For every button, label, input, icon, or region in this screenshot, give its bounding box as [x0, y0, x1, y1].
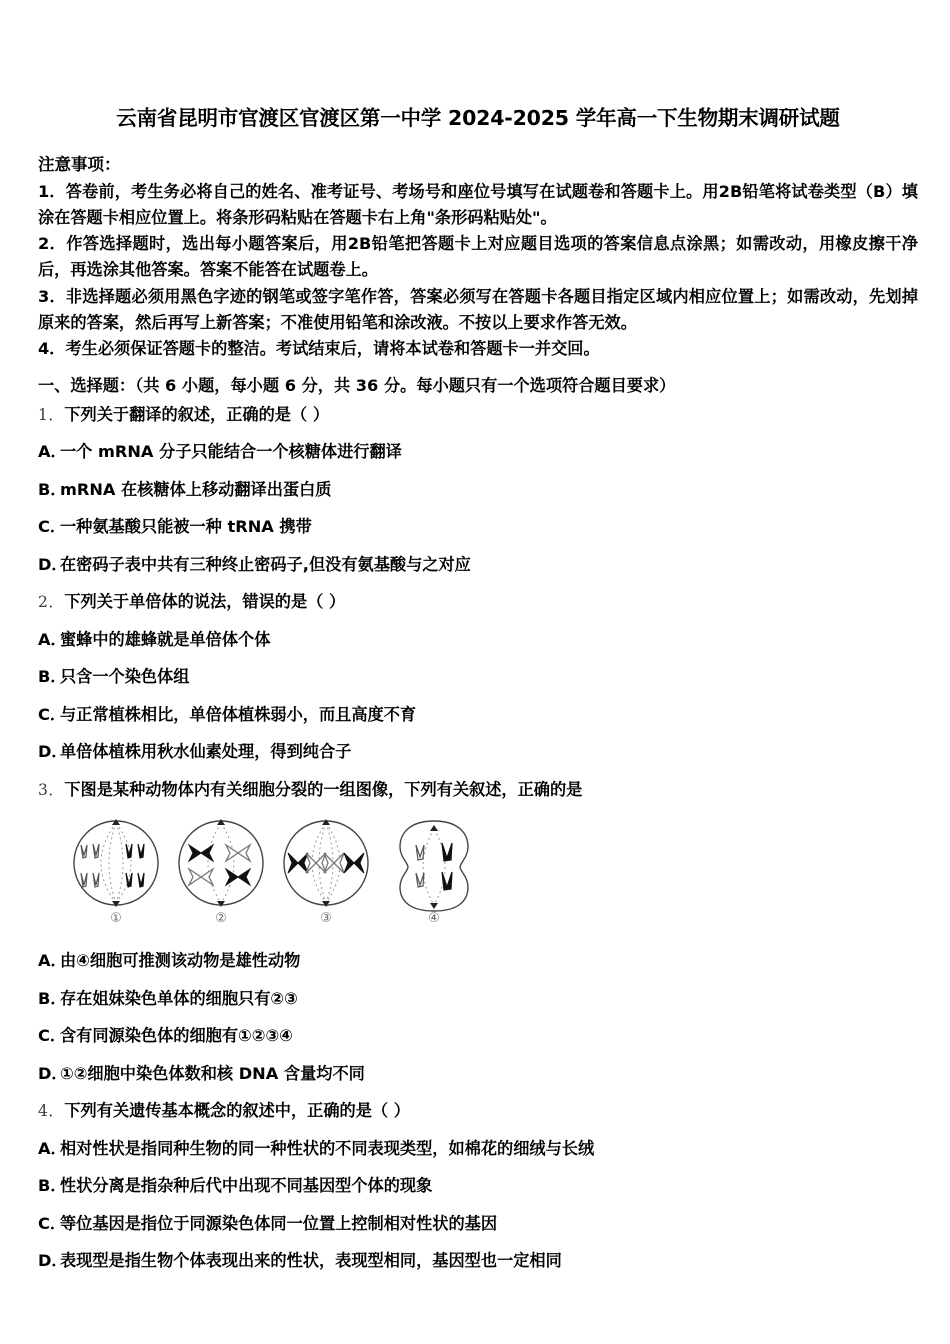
cell-diagram-2-icon — [171, 815, 271, 915]
question-2-text: 下列关于单倍体的说法，错误的是（ ） — [64, 592, 346, 612]
question-3-stem — [38, 778, 928, 801]
question-1-option-a[interactable] — [38, 440, 928, 463]
question-2-number: 2． — [38, 593, 65, 612]
question-1-number: 1． — [38, 406, 65, 424]
option-text: 由④细胞可推测该动物是雄性动物 — [60, 951, 301, 971]
notice-item-3: 3．非选择题必须用黑色字迹的钢笔或签字笔作答，答案必须写在答题卡各题目指定区域内相应位置上；如需改动，先划掉原来的答案，然后再写上新答案；不准使用铅笔和涂改液。不按以上要求作答无效。 — [38, 286, 918, 332]
option-letter: D． — [38, 554, 68, 574]
question-3-option-b[interactable] — [38, 987, 928, 1010]
option-letter: C． — [38, 704, 67, 724]
notice-heading: 注意事项： — [38, 155, 121, 174]
notice-item-1: 1．答卷前，考生务必将自己的姓名、准考证号、考场号和座位号填写在试题卷和答题卡上。用2B铅笔将试卷类型（B）填涂在答题卡相应位置上。将条形码粘贴在答题卡右上角"条形码粘贴处"。 — [38, 181, 918, 227]
option-text: 性状分离是指杂种后代中出现不同基因型个体的现象 — [60, 1176, 433, 1196]
question-4-option-c[interactable] — [38, 1212, 928, 1235]
option-text: 含有同源染色体的细胞有①②③④ — [60, 1026, 293, 1046]
question-2 — [38, 590, 928, 763]
question-4-stem — [38, 1099, 928, 1122]
option-letter: C． — [38, 1213, 67, 1233]
page-title: 云南省昆明市官渡区官渡区第一中学 2024-2025 学年高一下生物期末调研试题 — [116, 106, 840, 130]
option-text: 在密码子表中共有三种终止密码子,但没有氨基酸与之对应 — [60, 554, 471, 574]
option-letter: B． — [38, 988, 67, 1008]
option-text: 表现型是指生物个体表现出来的性状，表现型相同，基因型也一定相同 — [60, 1251, 562, 1271]
cell-caption-4: ④ — [428, 911, 440, 927]
question-3-text: 下图是某种动物体内有关细胞分裂的一组图像，下列有关叙述，正确的是 — [64, 779, 583, 799]
question-2-option-c[interactable] — [38, 703, 928, 726]
question-2-option-b[interactable] — [38, 665, 928, 688]
option-letter: B． — [38, 1176, 67, 1196]
cell-diagram-1-icon — [66, 815, 166, 915]
option-letter: A． — [38, 1138, 67, 1158]
option-letter: A． — [38, 629, 67, 649]
notice-item-4: 4．考生必须保证答题卡的整洁。考试结束后，请将本试卷和答题卡一并交回。 — [38, 338, 600, 358]
question-1-option-b[interactable] — [38, 478, 928, 501]
option-letter: C． — [38, 1026, 67, 1046]
option-text: 与正常植株相比，单倍体植株弱小，而且高度不育 — [60, 704, 417, 724]
option-text: mRNA 在核糖体上移动翻译出蛋白质 — [60, 479, 332, 499]
option-letter: C． — [38, 517, 67, 537]
question-4-text: 下列有关遗传基本概念的叙述中，正确的是（ ） — [64, 1101, 410, 1121]
option-text: 只含一个染色体组 — [60, 667, 190, 687]
option-letter: D． — [38, 1251, 68, 1271]
question-4-option-a[interactable] — [38, 1137, 928, 1160]
question-3-option-a[interactable] — [38, 949, 928, 972]
question-2-option-a[interactable] — [38, 628, 928, 651]
questions-container — [38, 403, 928, 1287]
question-1 — [38, 403, 928, 576]
option-letter: D． — [38, 742, 68, 762]
cell-caption-1: ① — [110, 911, 122, 927]
question-1-option-c[interactable] — [38, 515, 928, 538]
question-1-text: 下列关于翻译的叙述，正确的是（ ） — [64, 405, 330, 424]
option-text: 一个 mRNA 分子只能结合一个核糖体进行翻译 — [60, 442, 402, 462]
question-1-option-d[interactable] — [38, 553, 928, 576]
question-1-stem — [38, 403, 928, 426]
question-4-option-d[interactable] — [38, 1249, 928, 1272]
question-4-option-b[interactable] — [38, 1174, 928, 1197]
option-letter: A． — [38, 442, 67, 462]
question-3 — [38, 778, 928, 1085]
cell-division-figure — [66, 815, 486, 941]
option-text: ①②细胞中染色体数和核 DNA 含量均不同 — [60, 1063, 365, 1083]
cell-caption-3: ③ — [320, 911, 332, 927]
question-4-number: 4． — [38, 1102, 65, 1121]
notice-block — [38, 152, 918, 362]
notice-item-2: 2．作答选择题时，选出每小题答案后，用2B铅笔把答题卡上对应题目选项的答案信息点涂黑；如需改动，用橡皮擦干净后，再选涂其他答案。答案不能答在试题卷上。 — [38, 234, 918, 280]
cell-diagram-3-icon — [276, 815, 376, 915]
question-2-option-d[interactable] — [38, 740, 928, 763]
cell-diagram-4-icon — [384, 815, 484, 919]
cell-caption-2: ② — [215, 911, 227, 927]
option-letter: D． — [38, 1063, 68, 1083]
option-text: 等位基因是指位于同源染色体同一位置上控制相对性状的基因 — [60, 1213, 498, 1233]
question-3-number: 3． — [38, 780, 65, 799]
option-letter: A． — [38, 951, 67, 971]
question-3-option-d[interactable] — [38, 1062, 928, 1085]
option-text: 蜜蜂中的雄蜂就是单倍体个体 — [60, 629, 271, 649]
option-text: 相对性状是指同种生物的同一种性状的不同表现类型，如棉花的细绒与长绒 — [60, 1138, 595, 1158]
option-letter: B． — [38, 667, 67, 687]
option-letter: B． — [38, 479, 67, 499]
question-3-option-c[interactable] — [38, 1024, 928, 1047]
section-header-choice-questions: 一、选择题：（共 6 小题，每小题 6 分，共 36 分。每小题只有一个选项符合题目要求） — [38, 376, 676, 395]
question-2-stem — [38, 590, 928, 613]
option-text: 一种氨基酸只能被一种 tRNA 携带 — [60, 517, 312, 537]
option-text: 存在姐妹染色单体的细胞只有②③ — [60, 988, 298, 1008]
question-4 — [38, 1099, 928, 1272]
option-text: 单倍体植株用秋水仙素处理，得到纯合子 — [60, 742, 352, 762]
